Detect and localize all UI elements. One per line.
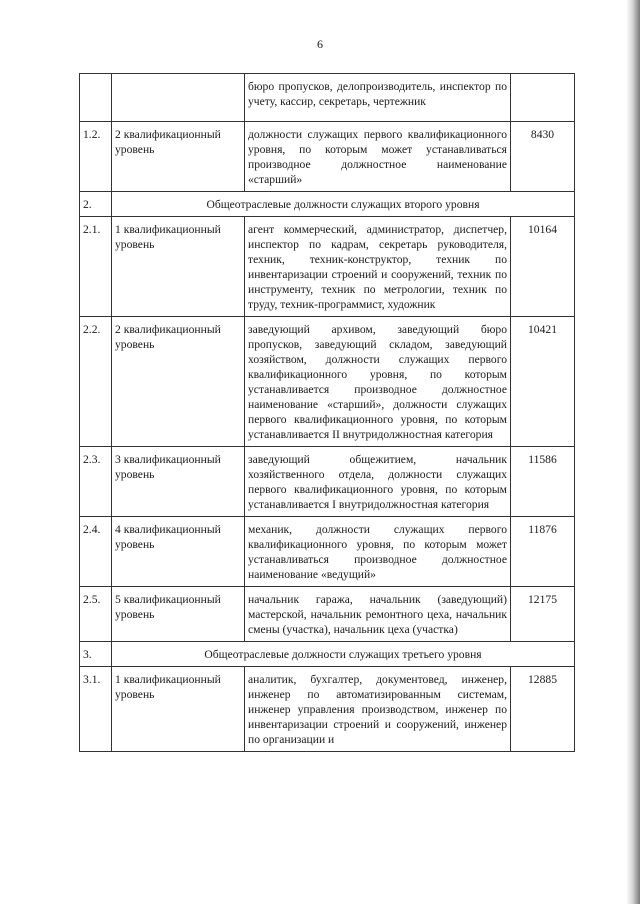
qualification-level: 4 квалификационный уровень [112, 517, 245, 587]
qualification-level: 2 квалификационный уровень [112, 317, 245, 447]
table-row [80, 587, 575, 642]
positions-list: аналитик, бухгалтер, документовед, инженер, инженер по автоматизированным системам, инженер управления производством, инженер по инвентаризации строений и сооружений, инженер по организации и [245, 667, 511, 752]
row-number: 1.2. [80, 122, 112, 192]
row-number: 2.1. [80, 217, 112, 317]
row-number: 2.2. [80, 317, 112, 447]
row-number: 3.1. [80, 667, 112, 752]
salary-value: 11876 [511, 517, 575, 587]
positions-list: должности служащих первого квалификационного уровня, по которым может устанавливаться производное должностное наименование «старший» [245, 122, 511, 192]
table-row [80, 122, 575, 192]
positions-list: заведующий общежитием, начальник хозяйственного отдела, должности служащих первого квалификационного уровня, по которым устанавливается I внутридолжностная категория [245, 447, 511, 517]
table-row [80, 667, 575, 752]
row-number [80, 74, 112, 122]
qualification-salary-table [79, 73, 575, 752]
salary-value: 8430 [511, 122, 575, 192]
table-row [80, 517, 575, 587]
section-row [80, 192, 575, 217]
salary-value: 12175 [511, 587, 575, 642]
section-number: 2. [80, 192, 112, 217]
qualification-level [112, 74, 245, 122]
positions-list: механик, должности служащих первого квалификационного уровня, по которым может устанавливаться производное должностное наименование «ведущий» [245, 517, 511, 587]
section-title: Общеотраслевые должности служащих второго уровня [112, 192, 575, 217]
qualification-level: 5 квалификационный уровень [112, 587, 245, 642]
salary-value: 10421 [511, 317, 575, 447]
table-row [80, 317, 575, 447]
row-number: 2.5. [80, 587, 112, 642]
positions-list: начальник гаража, начальник (заведующий) мастерской, начальник ремонтного цеха, начальник смены (участка), начальник цеха (участка) [245, 587, 511, 642]
positions-list: заведующий архивом, заведующий бюро пропусков, заведующий складом, заведующий хозяйством, должности служащих первого квалификационного уровня, по которым устанавливается производное должностное наименование «старший», должности служащих первого квалификационного уровня, по которым устанавливается II внутридолжностная категория [245, 317, 511, 447]
section-title: Общеотраслевые должности служащих третьего уровня [112, 642, 575, 667]
salary-value [511, 74, 575, 122]
qualification-level: 3 квалификационный уровень [112, 447, 245, 517]
qualification-level: 1 квалификационный уровень [112, 217, 245, 317]
positions-list: агент коммерческий, администратор, диспетчер, инспектор по кадрам, секретарь руководителя, техник, техник-конструктор, техник по инвентаризации строений и сооружений, техник по инструменту, техник по метрологии, техник по труду, техник-программист, художник [245, 217, 511, 317]
table-row [80, 447, 575, 517]
table-row [80, 217, 575, 317]
row-number: 2.3. [80, 447, 112, 517]
salary-value: 10164 [511, 217, 575, 317]
scan-edge-shadow [626, 0, 640, 904]
section-row [80, 642, 575, 667]
salary-value: 12885 [511, 667, 575, 752]
row-number: 2.4. [80, 517, 112, 587]
page-number: 6 [317, 37, 323, 51]
qualification-level: 2 квалификационный уровень [112, 122, 245, 192]
positions-list: бюро пропусков, делопроизводитель, инспектор по учету, кассир, секретарь, чертежник [245, 74, 511, 122]
table-row [80, 74, 575, 122]
qualification-level: 1 квалификационный уровень [112, 667, 245, 752]
salary-value: 11586 [511, 447, 575, 517]
section-number: 3. [80, 642, 112, 667]
